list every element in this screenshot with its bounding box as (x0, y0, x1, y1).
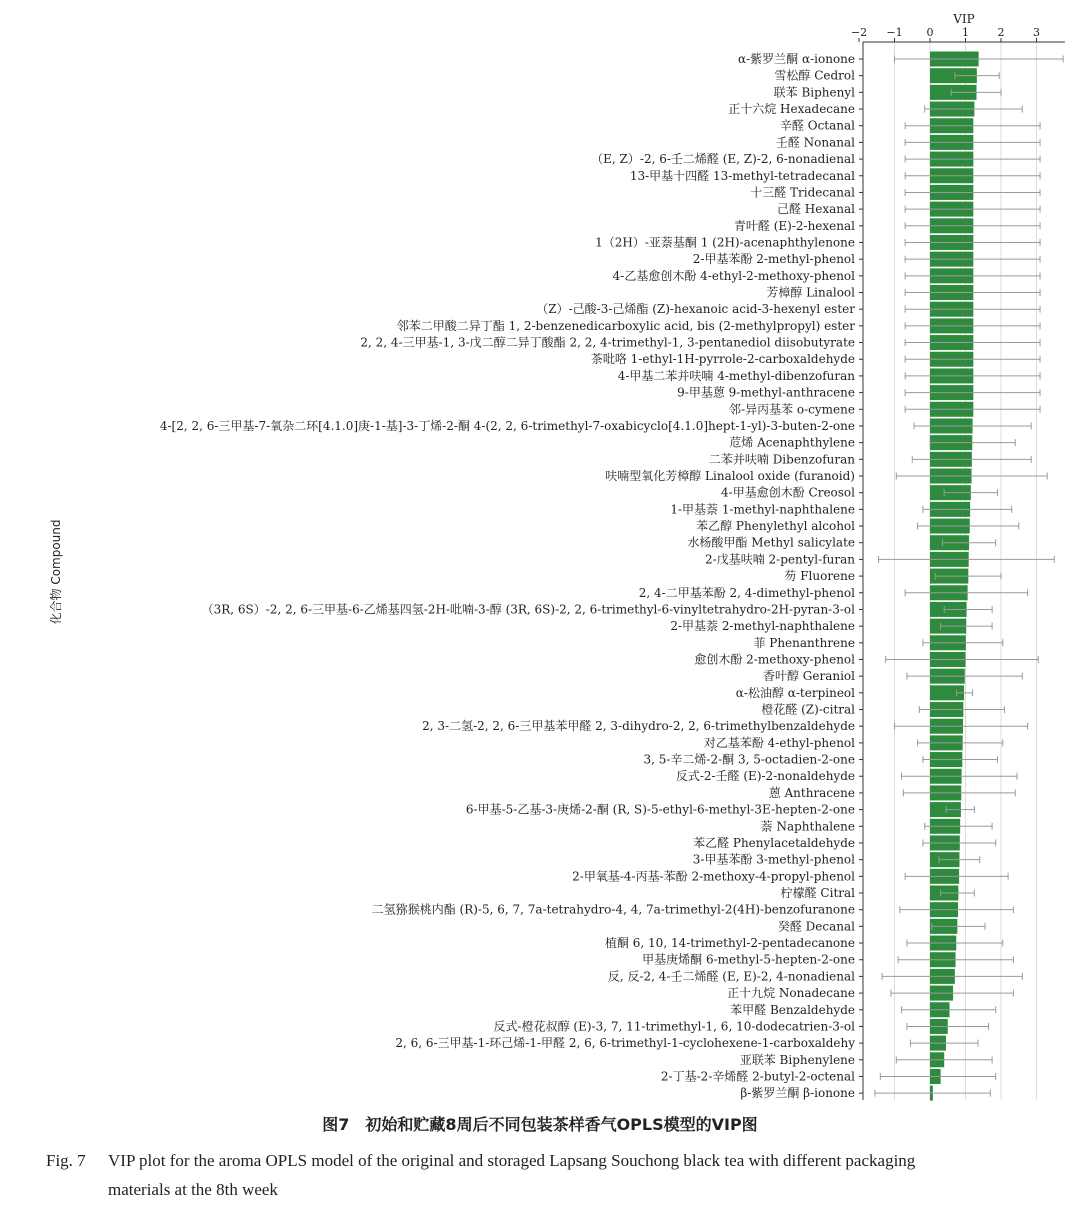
category-labels (160, 51, 855, 1100)
category-label: 1-甲基萘 1-methyl-naphthalene (670, 502, 855, 517)
category-label: 6-甲基-5-乙基-3-庚烯-2-酮 (R, S)-5-ethyl-6-methyl-3E-hepten-2-one (465, 802, 855, 817)
category-label: 植酮 6, 10, 14-trimethyl-2-pentadecanone (604, 936, 855, 951)
category-label: 茶吡咯 1-ethyl-1H-pyrrole-2-carboxaldehyde (590, 352, 855, 367)
category-label: 反, 反-2, 4-壬二烯醛 (E, E)-2, 4-nonadienal (607, 969, 855, 984)
category-label: 雪松醇 Cedrol (774, 68, 855, 83)
category-label: （3R, 6S）-2, 2, 6-三甲基-6-乙烯基四氢-2H-吡喃-3-醇 (3R, 6S)-2, 2, 6-trimethyl-6-vinyltetrahydro-2H-pyran-3-ol (201, 602, 855, 617)
figure-caption-chinese: 图7 初始和贮藏8周后不同包装茶样香气OPLS模型的VIP图 (322, 1115, 758, 1134)
x-tick-label: 0 (926, 26, 934, 39)
category-label: 13-甲基十四醛 13-methyl-tetradecanal (629, 168, 855, 183)
category-label: 苯甲醛 Benzaldehyde (730, 1002, 855, 1017)
category-label: 9-甲基蒽 9-methyl-anthracene (677, 385, 855, 400)
y-axis-title: 化合物 Compound (49, 519, 63, 625)
category-label: 对乙基苯酚 4-ethyl-phenol (703, 735, 855, 750)
category-label: 反式-橙花叔醇 (E)-3, 7, 11-trimethyl-1, 6, 10-dodecatrien-3-ol (493, 1019, 855, 1034)
category-label: 正十九烷 Nonadecane (727, 986, 855, 1001)
category-label: 十三醛 Tridecanal (750, 185, 855, 200)
category-label: 柠檬醛 Citral (780, 886, 855, 900)
category-label: 芳樟醇 Linalool (766, 285, 855, 300)
x-axis-title: VIP (953, 12, 975, 26)
category-label: 愈创木酚 2-methoxy-phenol (694, 652, 855, 667)
category-label: 癸醛 Decanal (777, 919, 855, 934)
category-label: （Z）-己酸-3-己烯酯 (Z)-hexanoic acid-3-hexenyl ester (536, 302, 855, 317)
category-label: 呋喃型氧化芳樟醇 Linalool oxide (furanoid) (605, 469, 855, 483)
category-label: 水杨酸甲酯 Methyl salicylate (687, 535, 855, 550)
category-label: 2, 3-二氢-2, 2, 6-三甲基苯甲醛 2, 3-dihydro-2, 2, 6-trimethylbenzaldehyde (422, 719, 855, 734)
category-label: 2-戊基呋喃 2-pentyl-furan (705, 552, 855, 567)
category-label: 蒽 Anthracene (768, 785, 855, 800)
category-label: 2-甲基苯酚 2-methyl-phenol (692, 252, 855, 267)
category-label: α-松油醇 α-terpineol (735, 685, 855, 700)
category-label: 芴 Fluorene (784, 569, 855, 584)
category-label: 壬醛 Nonanal (775, 135, 855, 150)
figure-number: Fig. 7 (46, 1151, 86, 1170)
category-label: （E, Z）-2, 6-壬二烯醛 (E, Z)-2, 6-nonadienal (591, 152, 855, 167)
x-tick-label: 1 (962, 26, 969, 39)
category-label: 2-甲氧基-4-丙基-苯酚 2-methoxy-4-propyl-phenol (572, 869, 855, 884)
category-label: 反式-2-壬醛 (E)-2-nonaldehyde (675, 769, 855, 784)
category-label: 橙花醛 (Z)-citral (761, 702, 855, 717)
category-label: 4-[2, 2, 6-三甲基-7-氧杂二环[4.1.0]庚-1-基]-3-丁烯-2-酮 4-(2, 2, 6-trimethyl-7-oxabicyclo[4.1.0]hept-1-yl)-3-buten-2-one (159, 418, 855, 433)
category-label: 苯乙醛 Phenylacetaldehyde (693, 835, 855, 850)
category-label: 2, 2, 4-三甲基-1, 3-戊二醇二异丁酸酯 2, 2, 4-trimethyl-1, 3-pentanediol diisobutyrate (360, 335, 855, 350)
category-label: β-紫罗兰酮 β-ionone (740, 1086, 855, 1101)
category-label: 香叶醇 Geraniol (762, 669, 855, 684)
category-label: 4-乙基愈创木酚 4-ethyl-2-methoxy-phenol (612, 268, 855, 283)
category-label: 青叶醛 (E)-2-hexenal (733, 218, 855, 233)
category-label: 二氢猕猴桃内酯 (R)-5, 6, 7, 7a-tetrahydro-4, 4, 7a-trimethyl-2(4H)-benzofuranone (371, 902, 855, 917)
category-label: 3-甲基苯酚 3-methyl-phenol (692, 852, 855, 867)
category-label: 3, 5-辛二烯-2-酮 3, 5-octadien-2-one (643, 752, 855, 767)
category-label: 2-甲基萘 2-methyl-naphthalene (670, 619, 855, 634)
category-label: 邻苯二甲酸二异丁酯 1, 2-benzenedicarboxylic acid, bis (2-methylpropyl) ester (396, 318, 855, 333)
category-label: α-紫罗兰酮 α-ionone (738, 52, 855, 66)
category-label: 邻-异丙基苯 o-cymene (729, 402, 855, 417)
category-label: 辛醛 Octanal (779, 118, 855, 133)
category-label: 4-甲基愈创木酚 Creosol (721, 485, 855, 500)
category-label: 亚联苯 Biphenylene (739, 1052, 855, 1067)
category-label: 二苯并呋喃 Dibenzofuran (708, 452, 855, 467)
x-tick-label: −1 (886, 26, 903, 39)
x-tick-label: 3 (1033, 26, 1040, 39)
category-label: 甲基庚烯酮 6-methyl-5-hepten-2-one (642, 952, 855, 967)
category-label: 苯乙醇 Phenylethyl alcohol (696, 519, 855, 534)
category-label: 联苯 Biphenyl (773, 85, 855, 100)
figure-caption-english (46, 1146, 1056, 1204)
category-label: 2, 4-二甲基苯酚 2, 4-dimethyl-phenol (638, 585, 855, 600)
category-label: 己醛 Hexanal (776, 202, 855, 217)
category-label: 2-丁基-2-辛烯醛 2-butyl-2-octenal (660, 1069, 855, 1084)
x-tick-label: −2 (850, 26, 868, 39)
category-label: 萘 Naphthalene (760, 819, 855, 834)
category-label: 4-甲基二苯并呋喃 4-methyl-dibenzofuran (617, 368, 855, 383)
category-label: 菲 Phenanthrene (753, 635, 855, 650)
caption-line-2: materials at the 8th week (108, 1180, 278, 1199)
category-label: 1（2H）-亚萘基酮 1 (2H)-acenaphthylenone (595, 235, 855, 250)
category-label: 2, 6, 6-三甲基-1-环己烯-1-甲醛 2, 6, 6-trimethyl-1-cyclohexene-1-carboxaldehy (395, 1036, 855, 1051)
category-label: 苊烯 Acenaphthylene (729, 435, 855, 450)
caption-line-1: VIP plot for the aroma OPLS model of the original and storaged Lapsang Souchong black tea with different packaging (108, 1151, 916, 1170)
x-tick-label: 2 (997, 26, 1005, 39)
category-label: 正十六烷 Hexadecane (728, 102, 855, 117)
